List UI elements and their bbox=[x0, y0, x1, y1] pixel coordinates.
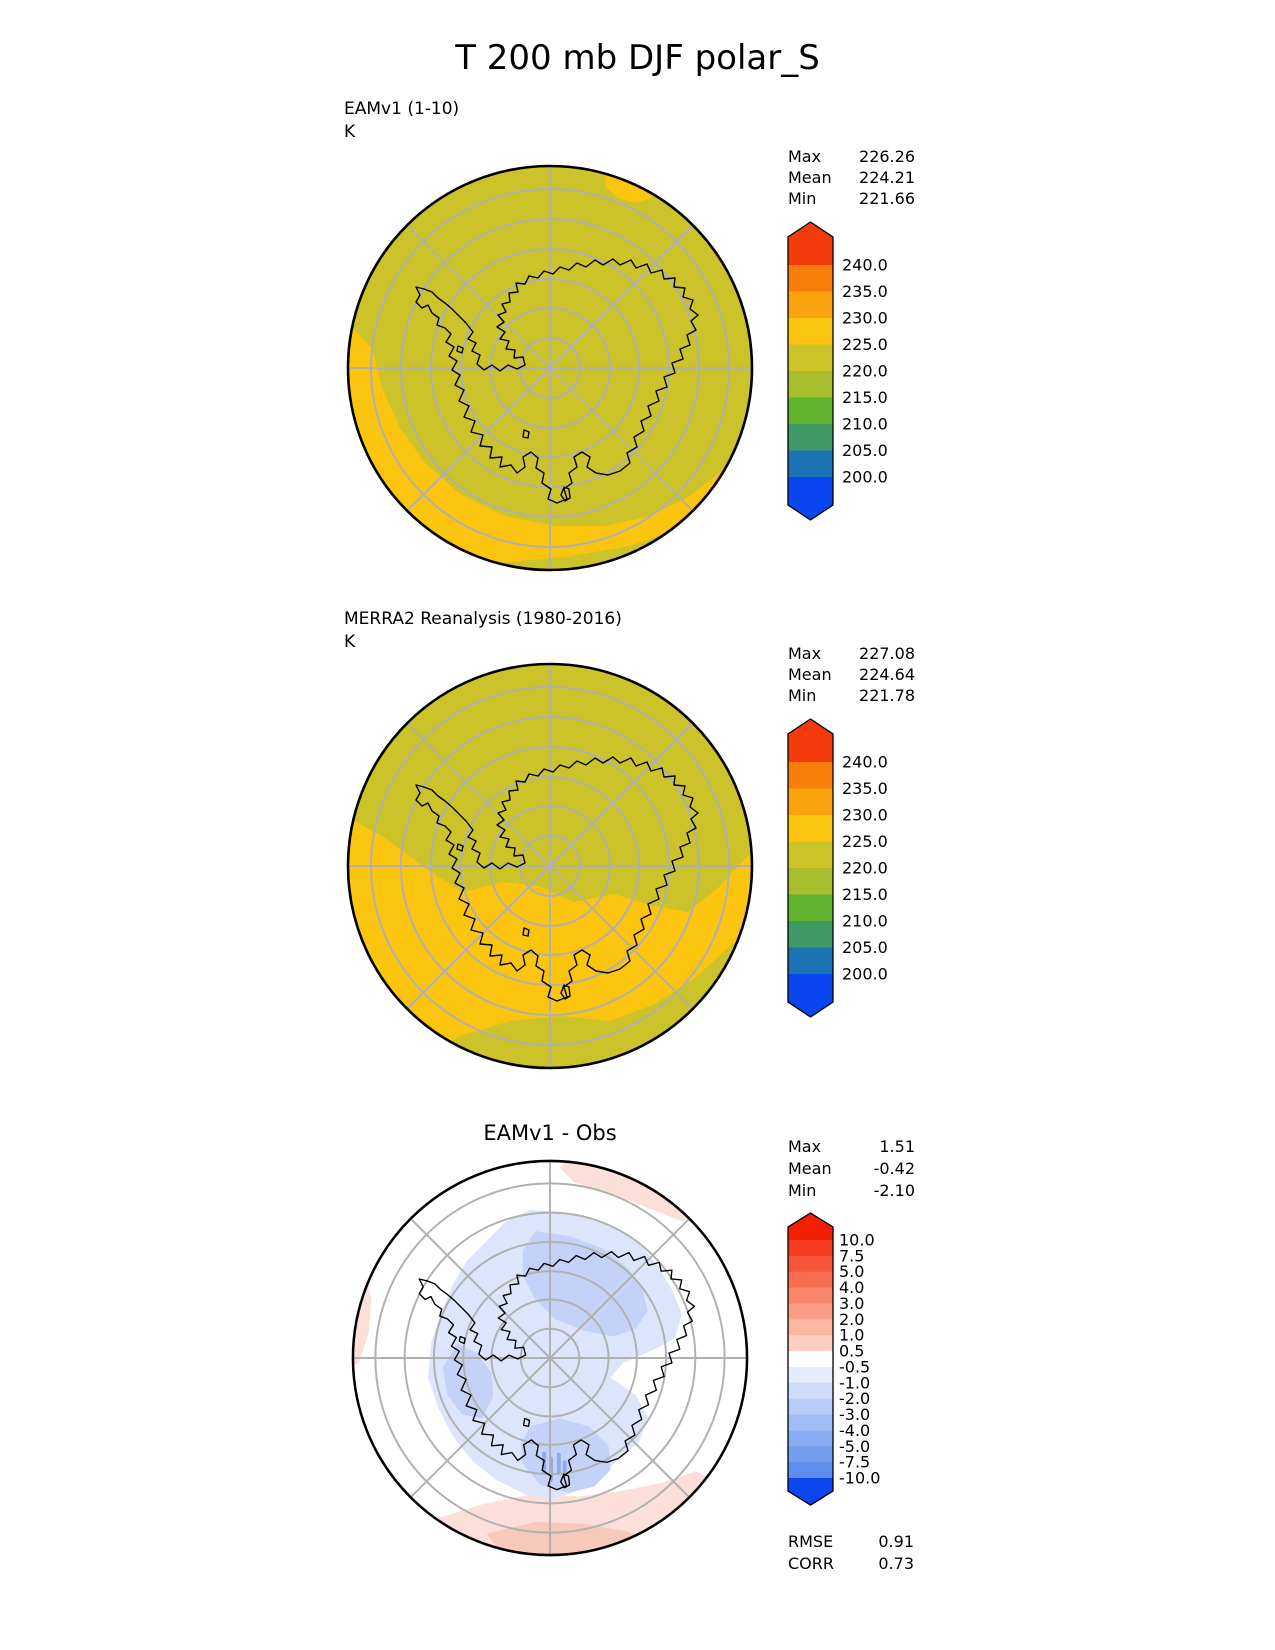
svg-text:215.0: 215.0 bbox=[842, 885, 888, 904]
map-panel1-eamv1 bbox=[346, 164, 754, 572]
colorbar-panel3-difference bbox=[786, 1210, 946, 1512]
svg-text:205.0: 205.0 bbox=[842, 441, 888, 460]
stat-label: Min bbox=[788, 189, 817, 208]
metric-value: 0.73 bbox=[878, 1554, 914, 1573]
panel2-header bbox=[344, 608, 622, 654]
panel1-stats bbox=[788, 146, 915, 209]
svg-text:2.0: 2.0 bbox=[839, 1309, 865, 1329]
colorbar-panel2-temperature bbox=[786, 716, 936, 1022]
stat-label: Mean bbox=[788, 168, 832, 187]
stat-label: Max bbox=[788, 644, 822, 663]
stat-row-min bbox=[788, 685, 915, 706]
svg-text:215.0: 215.0 bbox=[842, 388, 888, 407]
metric-label: CORR bbox=[788, 1554, 834, 1573]
svg-text:0.5: 0.5 bbox=[839, 1341, 865, 1361]
stat-value: 224.64 bbox=[859, 665, 915, 684]
stat-row-max bbox=[788, 1136, 915, 1158]
stat-row-max bbox=[788, 643, 915, 664]
svg-text:10.0: 10.0 bbox=[839, 1230, 875, 1250]
stat-row-min bbox=[788, 188, 915, 209]
panel1-title: EAMv1 (1-10) bbox=[344, 99, 460, 119]
panel1-units: K bbox=[344, 122, 356, 142]
svg-text:210.0: 210.0 bbox=[842, 911, 888, 931]
svg-text:3.0: 3.0 bbox=[839, 1293, 865, 1313]
stat-value: 226.26 bbox=[859, 147, 915, 166]
svg-text:-7.5: -7.5 bbox=[839, 1452, 871, 1472]
svg-text:210.0: 210.0 bbox=[842, 414, 888, 434]
svg-text:205.0: 205.0 bbox=[842, 938, 888, 957]
panel2-stats bbox=[788, 643, 915, 706]
svg-text:4.0: 4.0 bbox=[839, 1278, 865, 1298]
svg-text:-10.0: -10.0 bbox=[839, 1468, 881, 1488]
svg-text:225.0: 225.0 bbox=[842, 335, 888, 354]
svg-text:-3.0: -3.0 bbox=[839, 1405, 871, 1425]
svg-text:235.0: 235.0 bbox=[842, 282, 888, 301]
metric-value: 0.91 bbox=[878, 1532, 914, 1551]
stat-value: -2.10 bbox=[873, 1181, 915, 1200]
svg-text:-5.0: -5.0 bbox=[839, 1436, 871, 1456]
graticule bbox=[353, 1161, 747, 1555]
colorbar-panel1-temperature bbox=[786, 219, 936, 525]
svg-text:230.0: 230.0 bbox=[842, 805, 888, 825]
svg-text:-4.0: -4.0 bbox=[839, 1420, 871, 1440]
panel2-title: MERRA2 Reanalysis (1980-2016) bbox=[344, 609, 622, 629]
svg-text:7.5: 7.5 bbox=[839, 1246, 865, 1266]
svg-text:200.0: 200.0 bbox=[842, 964, 888, 984]
stat-label: Mean bbox=[788, 665, 832, 684]
stat-row-mean bbox=[788, 664, 915, 685]
svg-text:220.0: 220.0 bbox=[842, 858, 888, 878]
panel2-units: K bbox=[344, 632, 356, 652]
stat-label: Mean bbox=[788, 1159, 832, 1178]
svg-text:225.0: 225.0 bbox=[842, 832, 888, 851]
map-panel3-difference bbox=[351, 1159, 749, 1557]
stat-row-min bbox=[788, 1180, 915, 1202]
svg-text:240.0: 240.0 bbox=[842, 752, 888, 772]
panel3-stats bbox=[788, 1136, 915, 1202]
map-panel2-merra2 bbox=[346, 662, 754, 1070]
figure-title: T 200 mb DJF polar_S bbox=[455, 38, 820, 78]
panel1-header bbox=[344, 98, 459, 144]
svg-text:-2.0: -2.0 bbox=[839, 1389, 871, 1409]
stat-label: Max bbox=[788, 1137, 822, 1156]
svg-text:200.0: 200.0 bbox=[842, 467, 888, 487]
svg-text:1.0: 1.0 bbox=[839, 1325, 865, 1345]
svg-text:230.0: 230.0 bbox=[842, 308, 888, 328]
svg-text:-1.0: -1.0 bbox=[839, 1373, 871, 1393]
stat-value: 221.78 bbox=[859, 686, 915, 705]
graticule bbox=[348, 664, 752, 1068]
stat-value: 1.51 bbox=[879, 1137, 915, 1156]
stat-label: Min bbox=[788, 686, 817, 705]
stat-value: 224.21 bbox=[859, 168, 915, 187]
graticule bbox=[348, 166, 752, 570]
stat-value: 227.08 bbox=[859, 644, 915, 663]
panel3-title: EAMv1 - Obs bbox=[483, 1121, 617, 1145]
stat-row-mean bbox=[788, 1158, 915, 1180]
stat-label: Min bbox=[788, 1181, 817, 1200]
svg-text:235.0: 235.0 bbox=[842, 779, 888, 798]
metric-label: RMSE bbox=[788, 1532, 834, 1551]
panel3-metrics bbox=[788, 1531, 914, 1575]
svg-text:-0.5: -0.5 bbox=[839, 1357, 871, 1377]
stat-value: -0.42 bbox=[873, 1159, 915, 1178]
svg-text:5.0: 5.0 bbox=[839, 1262, 865, 1282]
metric-row-corr bbox=[788, 1553, 914, 1575]
stat-value: 221.66 bbox=[859, 189, 915, 208]
svg-text:220.0: 220.0 bbox=[842, 361, 888, 381]
svg-text:240.0: 240.0 bbox=[842, 255, 888, 275]
stat-label: Max bbox=[788, 147, 822, 166]
stat-row-mean bbox=[788, 167, 915, 188]
metric-row-rmse bbox=[788, 1531, 914, 1553]
stat-row-max bbox=[788, 146, 915, 167]
